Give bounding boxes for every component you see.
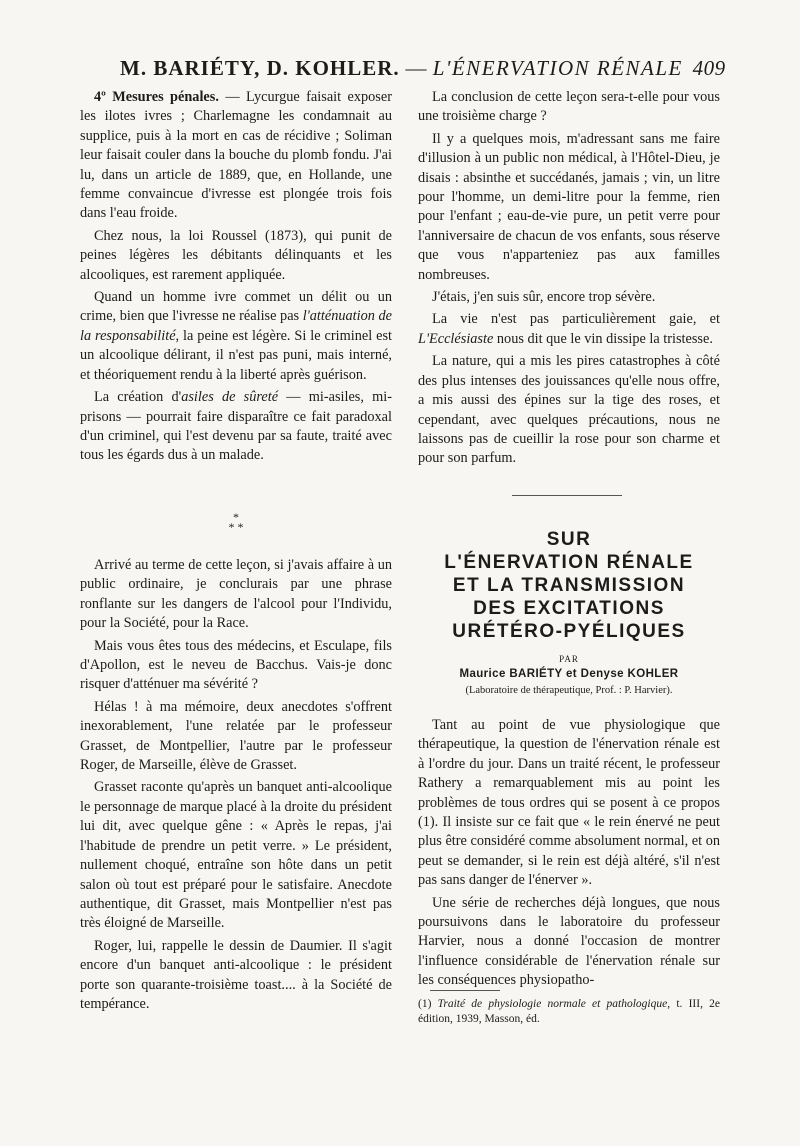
section-lead: 4º Mesures pénales.: [94, 89, 219, 105]
paragraph-text: — mi-asiles, mi-prisons — pourrait faire disparaître ce fait paradoxal d'un criminel, qui l'est devenu par sa faute, traité avec tous les égards dus à un malade.: [80, 389, 392, 464]
running-header: [120, 56, 740, 82]
paragraph: La nature, qui a mis les pires catastrophes à côté des plus intenses des jouissances qu'elle nous offre, a mis aussi des épines sur la tige des roses, et cependant, avec quelques précautions, nous ne laissons pas de cueillir la rose pour son charme et pour son parfum.: [418, 353, 720, 467]
paragraph: Arrivé au terme de cette leçon, si j'avais affaire à un public ordinaire, je conclurais par une phrase ronflante sur les dangers de l'alcool pour l'Individu, pour la Société, pour la Race.: [80, 557, 392, 632]
right-column-top: [418, 88, 720, 472]
title-line: SUR: [546, 529, 592, 550]
footnote-rule: [430, 990, 500, 991]
page-number: 409: [692, 56, 726, 80]
paragraph: J'étais, j'en suis sûr, encore trop sévère.: [432, 289, 656, 306]
footnote-text: , t. III, 2e édition, 1939, Masson, éd.: [418, 998, 720, 1025]
asterism-bottom: * *: [228, 520, 244, 534]
paragraph-text: Quand un homme ivre commet un délit ou un crime, bien que l'ivresse ne réalise pas: [80, 289, 392, 325]
footnote: [418, 997, 720, 1027]
paragraph: Roger, lui, rappelle le dessin de Daumier. Il s'agit encore d'un banquet anti-alcoolique : le président porte son quarante-troisième toast.... à la Société de tempérance.: [80, 937, 392, 1012]
italic-phrase: L'Ecclésiaste: [418, 330, 494, 347]
article-separator-rule: [512, 495, 622, 496]
article-byline: Maurice BARIÉTY et Denyse KOHLER: [459, 668, 679, 680]
header-title: L'ÉNERVATION RÉNALE: [432, 56, 683, 80]
title-line: DES EXCITATIONS: [473, 598, 665, 619]
right-column-bottom: [418, 716, 720, 994]
title-line: L'ÉNERVATION RÉNALE: [444, 552, 694, 573]
paragraph-text: nous dit que le vin dissipe la tristesse.: [493, 330, 713, 347]
paragraph-text: , la peine est légère. Si le criminel est un alcoolique délirant, il n'est pas puni, mais interné, et théoriquement rendu à la liberté après guérison.: [80, 327, 392, 383]
italic-phrase: asiles de sûreté: [181, 389, 279, 406]
paragraph: Tant au point de vue physiologique que thérapeutique, la question de l'énervation rénale est à l'ordre du jour. Dans un traité récent, le professeur Rathery a remarquablement mis au point les problèmes de tous ordres qui se posent à ce propos (1). Il insiste sur ce fait que « le rein énervé ne peut plus être considéré comme absolument normal, et on peut se demander, si le rein est déjà altéré, s'il n'est pas sans danger de l'énerver ».: [418, 717, 720, 889]
header-dash: —: [405, 56, 427, 80]
left-column-top: [80, 88, 392, 469]
left-column-bottom: [80, 556, 392, 1017]
title-line: ET LA TRANSMISSION: [452, 575, 686, 596]
paragraph: Grasset raconte qu'après un banquet anti-alcoolique le personnage de marque placé à la droite du président lui dit, avec quelque gêne : « Après le repas, j'ai l'habitude de prendre un petit verre. » Le président, nullement choqué, entraîne son hôte dans un petit salon où tout est préparé pour le satisfaire. Anecdote authentique, dit Grasset, mais Montpellier n'est pas très éloigné de Marseille.: [80, 779, 392, 932]
paragraph-asiles: [80, 388, 392, 466]
paragraph-mesures-penales: [80, 88, 392, 224]
asterism-divider: [216, 512, 256, 532]
paragraph-text: La vie n'est pas particulièrement gaie, et: [432, 311, 720, 328]
paragraph: Il y a quelques mois, m'adressant sans me faire d'illusion à un public non médical, à l'Hôtel-Dieu, je disais : absinthe et succédanés, jamais ; vin, un litre pour l'homme, un demi-litre pour la femme, rien pour l'enfant ; eau-de-vie pure, un petit verre pour l'anniversaire de chacun de vos enfants, sous réserve que vous n'apparteniez pas aux familles nombreuses.: [418, 130, 720, 283]
header-authors: M. BARIÉTY, D. KOHLER.: [120, 56, 400, 80]
paragraph-homme-ivre: [80, 288, 392, 385]
paragraph: Une série de recherches déjà longues, que nous poursuivons dans le laboratoire du professeur Harvier, nous a donné l'occasion de montrer l'influence considérable de l'énervation rénale sur les conséquences physiopatho-: [418, 894, 720, 989]
article-affiliation: (Laboratoire de thérapeutique, Prof. : P. Harvier).: [465, 685, 673, 696]
paragraph-loi-roussel: Chez nous, la loi Roussel (1873), qui punit de peines légères les débitants délinquants et les alcooliques, est rarement appliquée.: [80, 227, 392, 283]
footnote-marker: (1): [418, 998, 438, 1010]
asterism-top: *: [233, 510, 239, 524]
par-label: PAR: [559, 654, 579, 664]
title-line: URÉTÉRO-PYÉLIQUES: [452, 621, 686, 642]
article-title: [418, 528, 720, 643]
paragraph: La conclusion de cette leçon sera-t-elle pour vous une troisième charge ?: [418, 89, 720, 125]
paragraph: Hélas ! à ma mémoire, deux anecdotes s'offrent inexorablement, l'une relatée par le professeur Grasset, de Montpellier, l'autre par le professeur Roger, de Marseille, élève de Grasset.: [80, 698, 392, 774]
paragraph-ecclesiaste: [418, 310, 720, 349]
paragraph-text: — Lycurgue faisait exposer les ilotes ivres ; Charlemagne les condamnait au supplice, puis à la mort en cas de récidive ; Soliman leur faisait couler dans la bouche du plomb fondu. J'ai lu, dans un article de 1889, que, en Hollande, une femme convaincue d'ivresse est plongée trois fois dans l'eau froide.: [80, 89, 392, 222]
paragraph: Mais vous êtes tous des médecins, et Esculape, fils d'Apollon, est le neveu de Bacchus. Vais-je donc risquer d'atténuer ma sévérité ?: [80, 637, 392, 693]
footnote-title: Traité de physiologie normale et pathologique: [437, 998, 668, 1010]
italic-phrase: l'atténuation de la responsabilité: [80, 308, 392, 344]
paragraph-text: La création d': [94, 389, 182, 406]
